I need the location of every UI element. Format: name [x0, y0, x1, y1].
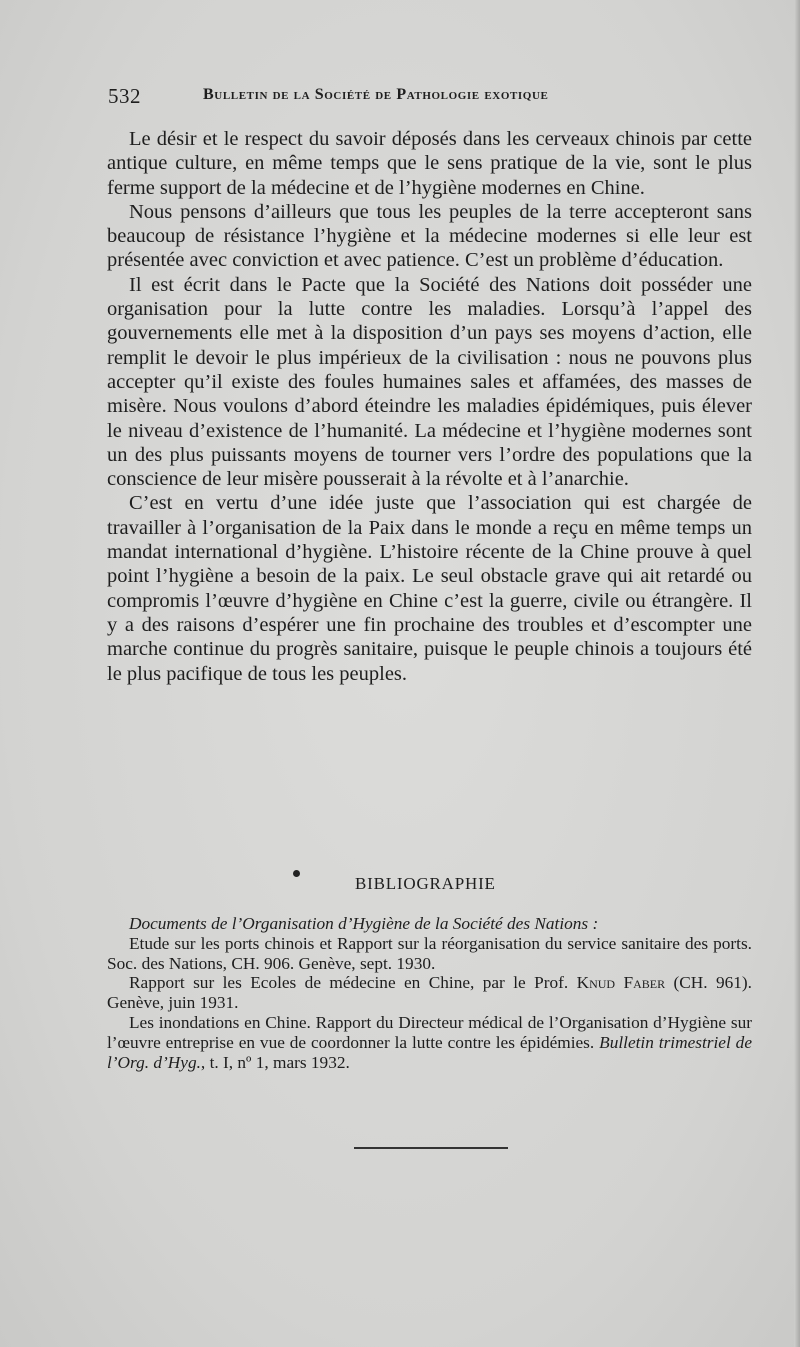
bibliography-entry-3: [107, 1013, 752, 1072]
entry-3-details: , t. I, nº 1, mars 1932.: [200, 1052, 350, 1072]
entry-2-details: (CH. 961). Genève, juin 1931.: [107, 973, 753, 1013]
paragraph-4: C’est en vertu d’une idée juste que l’association qui est chargée de travailler à l’organisation de la Paix dans le monde a reçu en même temps un mandat international d’hygiène. L’histoire récente de la Chine prouve à quel point l’hygiène a besoin de la paix. Le seul obstacle grave qui ait retardé ou compromis l’œuvre d’hygiène en Chine c’est la guerre, civile ou étrangère. Il y a des raisons d’espérer une fin prochaine des troubles et d’escompter une marche continue du progrès sanitaire, puisque le peuple chinois a toujours été le plus pacifique de tous les peuples.: [107, 492, 752, 685]
journal-title: Bulletin de la Société de Pathologie exotique: [203, 86, 549, 103]
bullet-mark: [293, 870, 300, 877]
entry-2-text: Rapport sur les Ecoles de médecine en Chine, par le Prof.: [129, 973, 577, 993]
body-text: [107, 127, 752, 686]
bibliography: [107, 914, 752, 1072]
entry-3-journal: Bulletin trimestriel de l’Org. d’Hyg.: [107, 1032, 752, 1072]
page-edge: [794, 0, 800, 1347]
end-rule: [354, 1147, 508, 1149]
running-head: [108, 84, 748, 114]
bibliography-entry-1: Etude sur les ports chinois et Rapport sur la réorganisation du service sanitaire des ports. Soc. des Nations, CH. 906. Genève, sept. 1930.: [107, 933, 752, 973]
bibliography-heading: BIBLIOGRAPHIE: [355, 874, 496, 893]
page-number: 532: [108, 84, 141, 108]
bibliography-intro: Documents de l’Organisation d’Hygiène de la Société des Nations :: [129, 914, 599, 933]
paragraph-3: Il est écrit dans le Pacte que la Société des Nations doit posséder une organisation pour la lutte contre les maladies. Lorsqu’à l’appel des gouvernements elle met à la disposition d’un pays ses moyens d’action, elle remplit le devoir le plus impérieux de la civilisation : nous ne pouvons plus accepter qu’il existe des foules humaines sales et affamées, des masses de misère. Nous voulons d’abord éteindre les maladies épidémiques, puis élever le niveau d’existence de l’humanité. La médecine et l’hygiène modernes sont un des plus puissants moyens de tourner vers l’ordre des populations que la conscience de leur misère pousserait à la révolte et à l’anarchie.: [107, 273, 752, 491]
bibliography-entry-2: [107, 973, 752, 1013]
paragraph-2: Nous pensons d’ailleurs que tous les peuples de la terre accepteront sans beaucoup de résistance l’hygiène et la médecine modernes si elle leur est présentée avec conviction et avec patience. C’est un problème d’éducation.: [107, 200, 752, 272]
entry-3-text: Les inondations en Chine. Rapport du Directeur médical de l’Organisation d’Hygiène sur l’œuvre entreprise en vue de coordonner la lutte contre les épidémies.: [107, 1012, 752, 1052]
paragraph-1: Le désir et le respect du savoir déposés dans les cerveaux chinois par cette antique culture, en même temps que le sens pratique de la vie, sont le plus ferme support de la médecine et de l’hygiène modernes en Chine.: [107, 128, 752, 199]
entry-2-author: Knud Faber: [576, 973, 666, 993]
